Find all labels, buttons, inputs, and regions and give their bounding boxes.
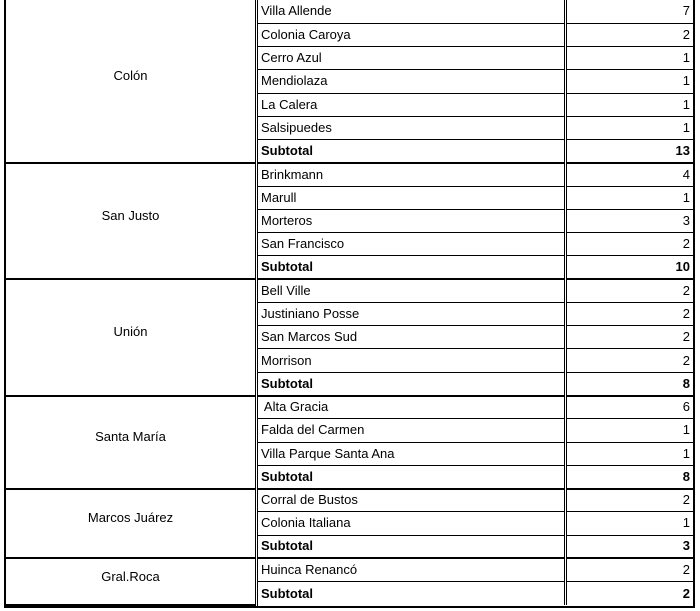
locality-cell: Villa Allende (257, 0, 566, 23)
count-cell: 1 (566, 186, 694, 209)
count-cell: 1 (566, 93, 694, 116)
subtotal-value: 2 (682, 585, 690, 601)
count-cell: 2 (566, 489, 694, 512)
table-row (6, 558, 693, 581)
locality-cell: Huinca Renancó (257, 558, 566, 581)
locality-cell: Marull (257, 186, 566, 209)
locality-cell: Colonia Italiana (257, 512, 566, 535)
subtotal-label: Subtotal (257, 535, 566, 558)
count-cell: 1 (566, 47, 694, 70)
count-cell: 3 (566, 209, 694, 232)
table-row (6, 489, 693, 512)
count-cell: 1 (566, 442, 694, 465)
subtotal-value: 8 (566, 372, 694, 395)
count-cell: 2 (566, 233, 694, 256)
count-cell: 1 (566, 512, 694, 535)
table-row (6, 163, 693, 186)
locality-cell: Mendiolaza (257, 70, 566, 93)
department-cell: Colón (6, 0, 257, 163)
subtotal-value: 3 (566, 535, 694, 558)
locality-cell: Villa Parque Santa Ana (257, 442, 566, 465)
department-cell: Marcos Juárez (6, 489, 257, 559)
count-cell: 2 (566, 349, 694, 372)
locality-table (6, 0, 693, 606)
table-row (6, 396, 693, 419)
count-cell: 2 (566, 326, 694, 349)
count-cell: 7 (566, 0, 694, 23)
locality-cell: Bell Ville (257, 279, 566, 302)
count-cell: 4 (566, 163, 694, 186)
locality-cell: Salsipuedes (257, 116, 566, 139)
subtotal-value: 8 (566, 465, 694, 488)
count-cell: 2 (566, 23, 694, 46)
locality-table-body (6, 0, 693, 605)
subtotal-label: Subtotal (257, 582, 566, 605)
count-cell: 1 (566, 419, 694, 442)
count-cell: 2 (566, 558, 694, 581)
locality-cell: La Calera (257, 93, 566, 116)
locality-cell: Morrison (257, 349, 566, 372)
count-cell: 2 (566, 302, 694, 325)
department-cell: Unión (6, 279, 257, 395)
count-cell: 1 (566, 70, 694, 93)
locality-cell: Morteros (257, 209, 566, 232)
count-cell: 6 (566, 396, 694, 419)
count-cell: 1 (566, 116, 694, 139)
locality-cell: Colonia Caroya (257, 23, 566, 46)
locality-cell: Justiniano Posse (257, 302, 566, 325)
subtotal-label: Subtotal (257, 256, 566, 279)
subtotal-value: 10 (566, 256, 694, 279)
subtotal-label: Subtotal (257, 465, 566, 488)
locality-cell: Falda del Carmen (257, 419, 566, 442)
locality-cell: San Marcos Sud (257, 326, 566, 349)
department-cell: Gral.Roca (6, 558, 257, 605)
subtotal-value: 13 (566, 140, 694, 163)
locality-cell: Cerro Azul (257, 47, 566, 70)
count-cell: 2 (566, 279, 694, 302)
department-cell: San Justo (6, 163, 257, 279)
table-row (6, 0, 693, 23)
locality-cell: San Francisco (257, 233, 566, 256)
subtotal-label: Subtotal (257, 372, 566, 395)
table-row (6, 279, 693, 302)
locality-cell: Brinkmann (257, 163, 566, 186)
locality-cell: Alta Gracia (257, 396, 566, 419)
department-cell: Santa María (6, 396, 257, 489)
locality-cell: Corral de Bustos (257, 489, 566, 512)
locality-table-container (4, 0, 695, 608)
subtotal-label: Subtotal (257, 140, 566, 163)
